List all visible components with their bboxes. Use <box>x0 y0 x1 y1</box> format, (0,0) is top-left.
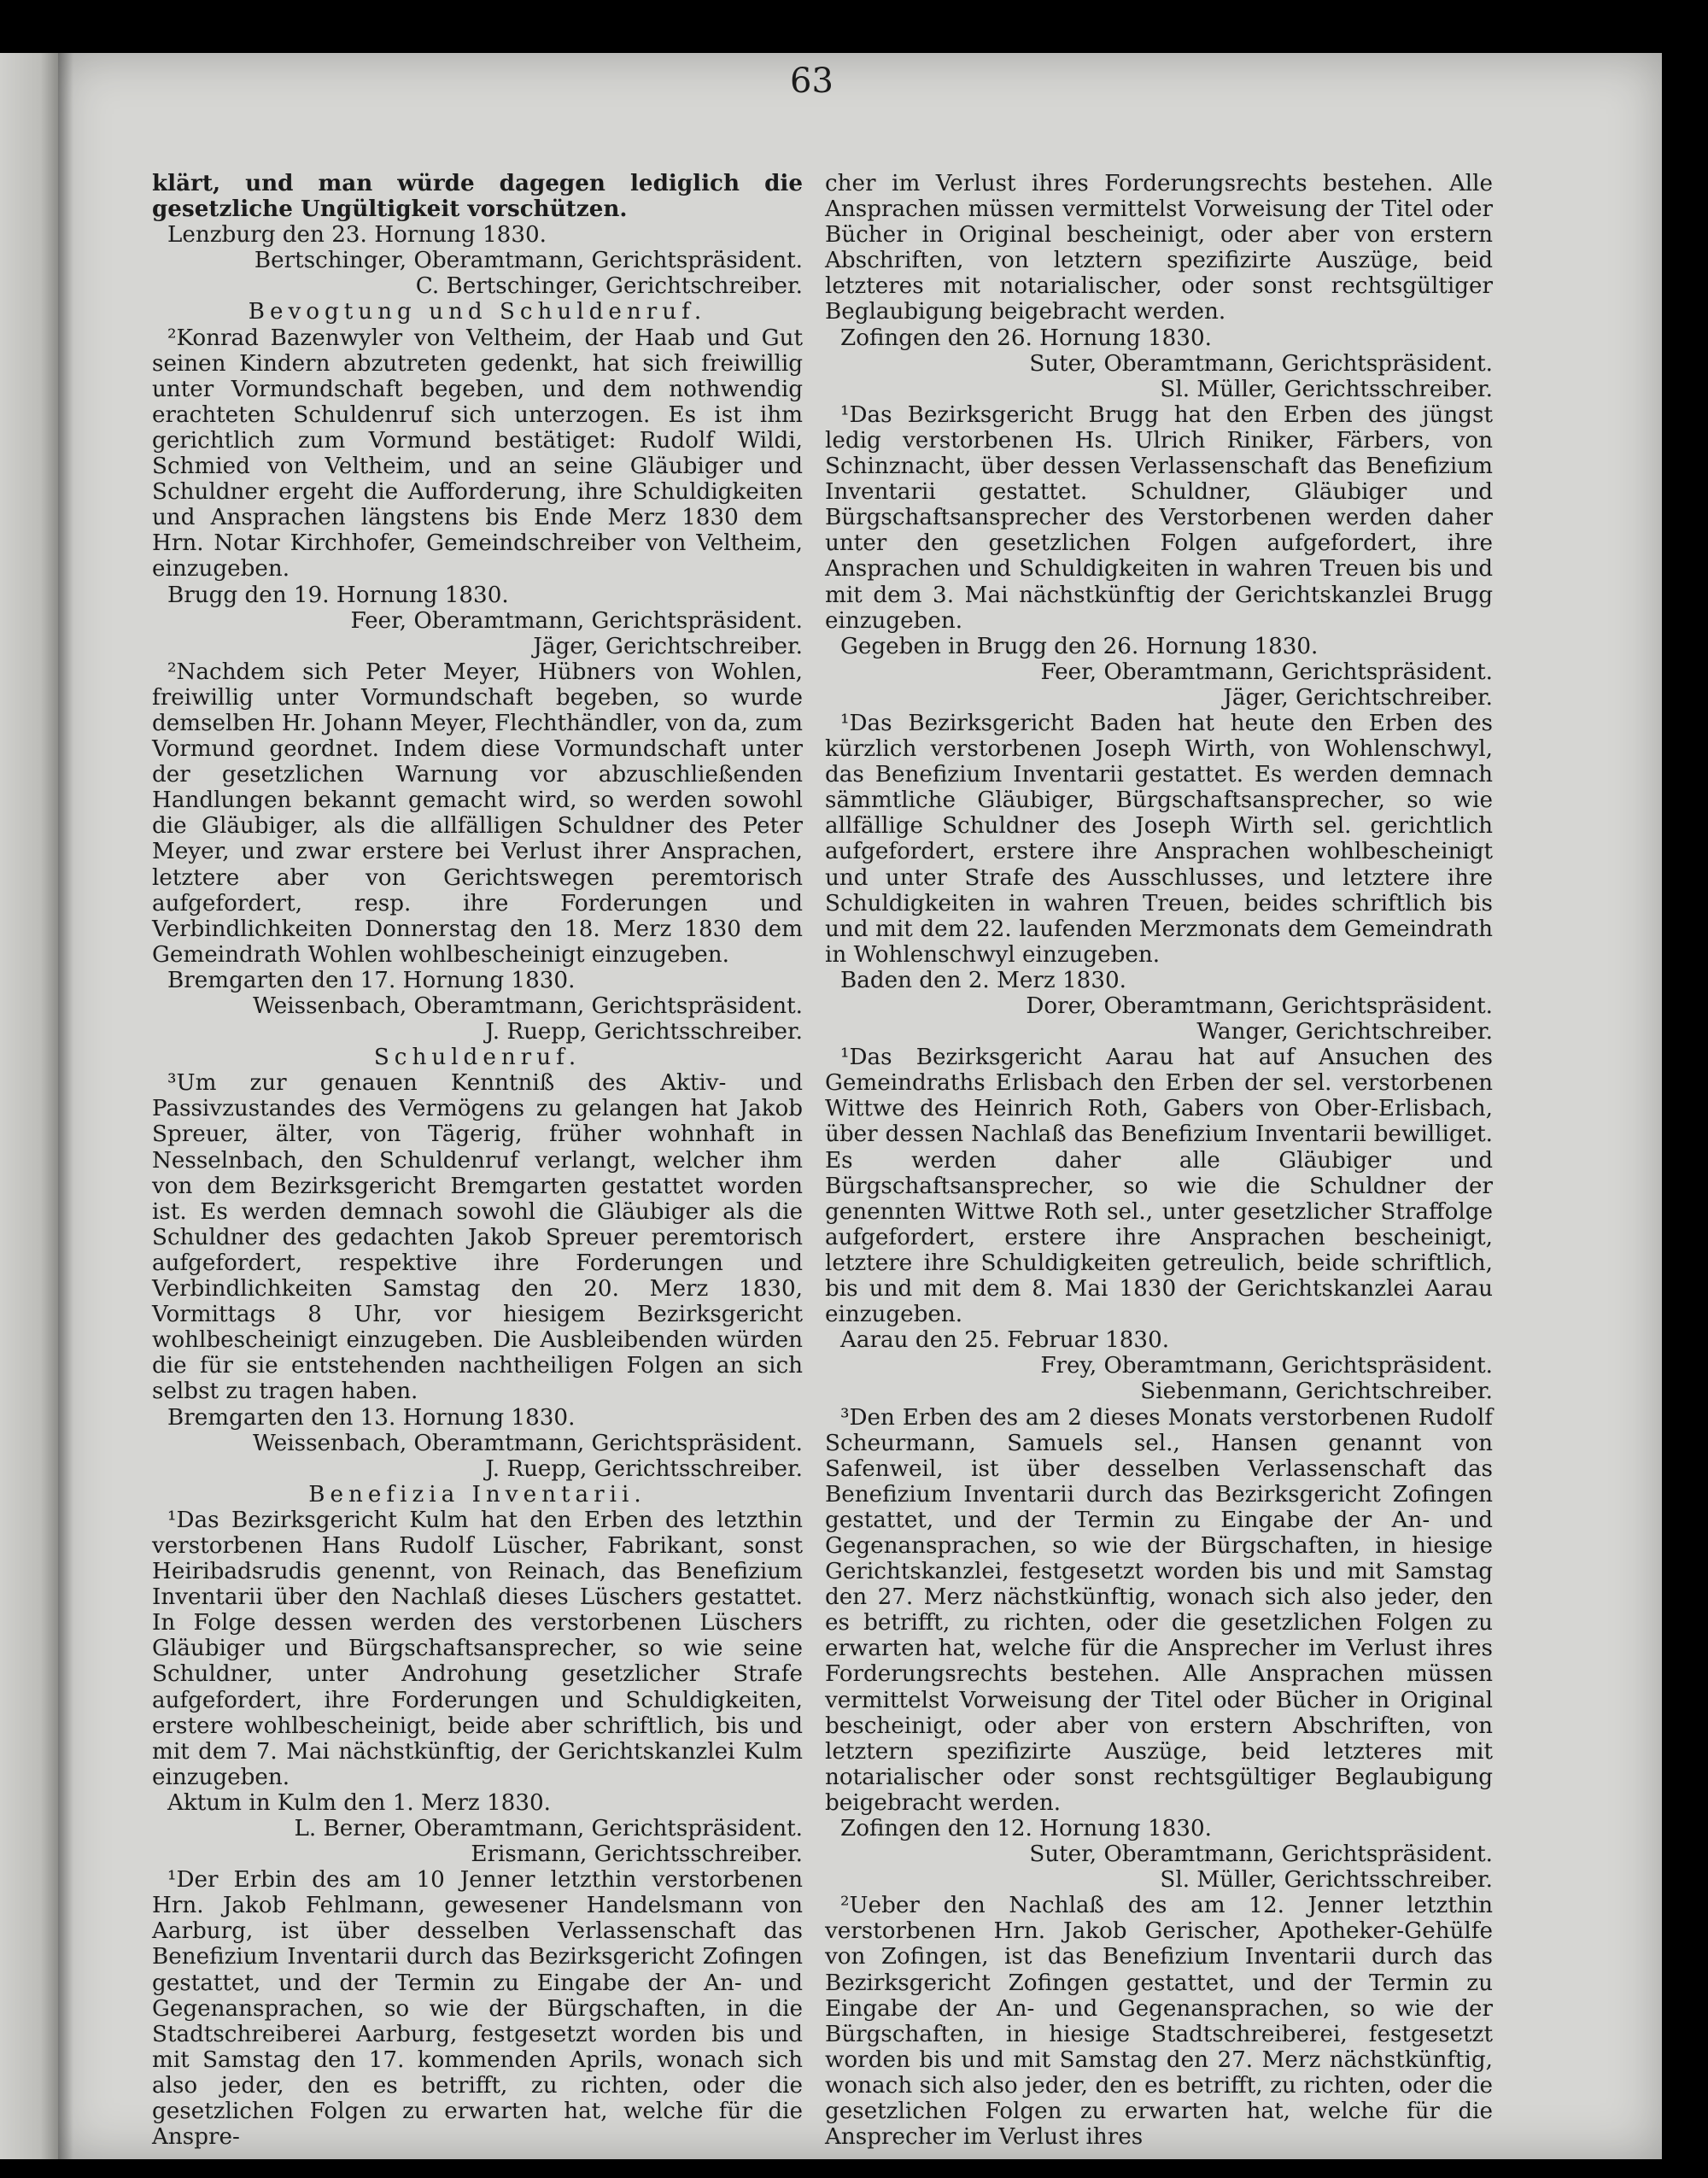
notice-date: Baden den 2. Merz 1830. <box>840 967 1126 993</box>
notice-body: ³Um zur genauen Kenntniß des Aktiv- und Passivzustandes des Vermögens zu gelangen hat Jakob Spreuer, älter, von Tägerig, früher wohnhaft in Nesselnbach, den Schuldenruf verlangt, welcher ihm von dem Bezirksgericht Bremgarten gestattet worden ist. Es werden demnach sowohl die Gläubiger als die Schuldner des gedachten Jakob Spreuer peremtorisch aufgefordert, respektive ihre Forderungen und Verbindlichkeiten Samstag den 20. Merz 1830, Vormittags 8 Uhr, vor hiesigem Bezirksgericht wohlbescheinigt einzugeben. Die Ausbleibenden würden die für sie entstehenden nachtheiligen Folgen an sich selbst zu tragen haben. <box>152 1070 803 1405</box>
notice-signature: Suter, Oberamtmann, Gerichtspräsident. <box>1029 350 1493 377</box>
notice-date: Bremgarten den 17. Hornung 1830. <box>167 967 576 993</box>
notice-date: Brugg den 19. Hornung 1830. <box>167 582 509 608</box>
notice-signature: Weissenbach, Oberamtmann, Gerichtspräsident. <box>253 993 803 1019</box>
notice-signature: J. Ruepp, Gerichtsschreiber. <box>485 1019 803 1045</box>
notice-signature: Sl. Müller, Gerichtsschreiber. <box>1160 376 1493 402</box>
gutter-shadow <box>58 53 73 2159</box>
notice-signature: Feer, Oberamtmann, Gerichtspräsident. <box>1040 659 1493 685</box>
notice-date: Lenzburg den 23. Hornung 1830. <box>167 222 547 249</box>
notice-signature: J. Ruepp, Gerichtsschreiber. <box>485 1455 803 1482</box>
notice-body: ¹Das Bezirksgericht Brugg hat den Erben des jüngst ledig verstorbenen Hs. Ulrich Riniker, Färbers, von Schinznacht, über dessen Verlassenschaft das Benefizium Inventarii gestattet. Schuldner, Gläubiger und Bürgschaftsansprecher des Verstorbenen werden daher unter den gesetzlichen Folgen aufgefordert, ihre Ansprachen und Schuldigkeiten in wahren Treuen bis und mit dem 3. Mai nächstkünftig der Gerichtskanzlei Brugg einzugeben. <box>825 401 1493 634</box>
notice-body: ¹Das Bezirksgericht Baden hat heute den Erben des kürzlich verstorbenen Joseph Wirth, von Wohlenschwyl, das Benefizium Inventarii gestattet. Es werden demnach sämmtliche Gläubiger, Bürgschaftsansprecher, so wie allfällige Schuldner des Joseph Wirth sel. gerichtlich aufgefordert, erstere ihre Ansprachen wohlbescheinigt und unter Strafe des Ausschlusses, und letztere ihre Schuldigkeiten in wahren Treuen, beides schriftlich bis und mit dem 22. laufenden Merzmonats dem Gemeindrath in Wohlenschwyl einzugeben. <box>825 710 1493 968</box>
notice-signature: Siebenmann, Gerichtschreiber. <box>1140 1379 1493 1405</box>
page-number: 63 <box>790 61 834 101</box>
notice-body: ¹Der Erbin des am 10 Jenner letzthin verstorbenen Hrn. Jakob Fehlmann, gewesener Handelsmann von Aarburg, ist über desselben Verlassenschaft das Benefizium Inventarii durch das Bezirksgericht Zofingen gestattet, und der Termin zu Eingabe der An- und Gegenansprachen, so wie der Bürgschaften, in die Stadtschreiberei Aarburg, festgesetzt worden bis und mit Samstag den 17. kommenden Aprils, wonach sich also jeder, den es betrifft, zu richten, oder die gesetzlichen Folgen zu erwarten hat, welche für die Anspre- <box>152 1867 803 2151</box>
notice-signature: Bertschinger, Oberamtmann, Gerichtspräsident. <box>254 248 803 274</box>
notice-body: cher im Verlust ihres Forderungsrechts bestehen. Alle Ansprachen müssen vermittelst Vorweisung der Titel oder Bücher in Original bescheinigt, oder aber von erstern Abschriften, von letztern spezifizirte Auszüge, beid letzteres mit notarialischer, oder sonst rechtsgültiger Beglaubigung beigebracht werden. <box>825 171 1493 325</box>
notice-date: Zofingen den 12. Hornung 1830. <box>840 1816 1212 1841</box>
notice-body: ¹Das Bezirksgericht Aarau hat auf Ansuchen des Gemeindraths Erlisbach den Erben der sel. verstorbenen Wittwe des Heinrich Roth, Gabers von Ober-Erlisbach, über dessen Nachlaß das Benefizium Inventarii bewilliget. Es werden daher alle Gläubiger und Bürgschaftsansprecher, so wie die Schuldner der genennten Wittwe Roth sel., unter gesetzlicher Straffolge aufgefordert, erstere ihre Ansprachen bescheinigt, letztere ihre Schuldigkeiten getreulich, beide schriftlich, bis und mit dem 8. Mai 1830 der Gerichtskanzlei Aarau einzugeben. <box>825 1045 1493 1328</box>
notice-continuation: klärt, und man würde dagegen lediglich die gesetzliche Ungültigkeit vorschützen. <box>152 170 803 223</box>
notice-signature: Wanger, Gerichtschreiber. <box>1196 1019 1493 1045</box>
notice-date: Bremgarten den 13. Hornung 1830. <box>167 1404 576 1431</box>
right-column <box>825 171 1493 2150</box>
notice-body: ²Konrad Bazenwyler von Veltheim, der Haab und Gut seinen Kindern abzutreten gedenkt, hat sich freiwillig unter Vormundschaft begeben, und dem nothwendig erachteten Schuldenruf sich unterzogen. Es ist ihm gerichtlich zum Vormund bestätiget: Rudolf Wildi, Schmied von Veltheim, und an seine Gläubiger und Schuldner ergeht die Aufforderung, ihre Schuldigkeiten und Ansprachen längstens bis Ende Merz 1830 dem Hrn. Notar Kirchhofer, Gemeindschreiber von Veltheim, einzugeben. <box>152 325 803 583</box>
notice-date: Aarau den 25. Februar 1830. <box>840 1327 1170 1354</box>
notice-body: ²Nachdem sich Peter Meyer, Hübners von Wohlen, freiwillig unter Vormundschaft begeben, so wurde demselben Hr. Johann Meyer, Flechthändler, von da, zum Vormund geordnet. Indem diese Vormundschaft unter der gesetzlichen Warnung vor abzuschließenden Handlungen bekannt gemacht wird, so werden sowohl die Gläubiger, als die allfälligen Schuldner des Peter Meyer, und zwar erstere bei Verlust ihrer Ansprachen, letztere aber von Gerichtswegen peremtorisch aufgefordert, resp. ihre Forderungen und Verbindlichkeiten Donnerstag den 18. Merz 1830 dem Gemeindrath Wohlen wohlbescheinigt einzugeben. <box>152 659 803 968</box>
notice-signature: Frey, Oberamtmann, Gerichtspräsident. <box>1040 1353 1493 1379</box>
notice-signature: Jäger, Gerichtschreiber. <box>533 633 803 659</box>
notice-date: Aktum in Kulm den 1. Merz 1830. <box>167 1789 551 1816</box>
notice-body: ¹Das Bezirksgericht Kulm hat den Erben des letzthin verstorbenen Hans Rudolf Lüscher, Fabrikant, sonst Heiribadsrudis genennt, von Reinach, das Benefizium Inventarii über den Nachlaß dieses Lüschers gestattet. In Folge dessen werden des verstorbenen Lüschers Gläubiger und Bürgschaftsansprecher, so wie seine Schuldner, unter Androhung gesetzlicher Strafe aufgefordert, ihre Forderungen und Schuldigkeiten, erstere wohlbescheinigt, beide aber schriftlich, bis und mit dem 7. Mai nächstkünftig, der Gerichtskanzlei Kulm einzugeben. <box>152 1507 803 1790</box>
section-heading: Benefizia Inventarii. <box>308 1481 646 1508</box>
notice-body: ³Den Erben des am 2 dieses Monats verstorbenen Rudolf Scheurmann, Samuels sel., Hansen genannt von Safenweil, ist über desselben Verlassenschaft das Benefizium Inventarii durch das Bezirksgericht Zofingen gestattet, und der Termin zu Eingabe der An- und Gegenansprachen, so wie der Bürgschaften, in hiesige Gerichtskanzlei, festgesetzt worden bis und mit Samstag den 27. Merz nächstkünftig, wonach sich also jeder, den es betrifft, zu richten, oder die gesetzlichen Folgen zu erwarten hat, welche für die Ansprecher im Verlust ihres Forderungsrechts bestehen. Alle Ansprachen müssen vermittelst Vorweisung der Titel oder Bücher in Original bescheinigt, oder aber von erstern Abschriften, von letztern spezifizirte Auszüge, beid letzteres mit notarialischer oder sonst rechtsgültiger Beglaubigung beigebracht werden. <box>825 1404 1493 1816</box>
notice-signature: C. Bertschinger, Gerichtschreiber. <box>415 273 803 300</box>
notice-signature: Feer, Oberamtmann, Gerichtspräsident. <box>350 607 803 634</box>
notice-signature: Erismann, Gerichtsschreiber. <box>471 1841 803 1868</box>
section-heading: Schuldenruf. <box>373 1045 582 1071</box>
notice-date: Gegeben in Brugg den 26. Hornung 1830. <box>840 633 1319 659</box>
notice-signature: Sl. Müller, Gerichtsschreiber. <box>1160 1867 1493 1894</box>
left-column <box>152 171 803 2150</box>
notice-body: ²Ueber den Nachlaß des am 12. Jenner letzthin verstorbenen Hrn. Jakob Gerischer, Apotheker-Gehülfe von Zofingen, ist das Benefizium Inventarii durch das Bezirksgericht Zofingen gestattet, und der Termin zu Eingabe der An- und Gegenansprachen, so wie der Bürgschaften, in hiesige Stadtschreiberei, festgesetzt worden bis und mit Samstag den 27. Merz nächstkünftig, wonach sich also jeder, den es betrifft, zu richten, oder die gesetzlichen Folgen zu erwarten hat, welche für die Ansprecher im Verlust ihres <box>825 1893 1493 2151</box>
notice-signature: Suter, Oberamtmann, Gerichtspräsident. <box>1029 1841 1493 1868</box>
notice-date: Zofingen den 26. Hornung 1830. <box>840 325 1212 351</box>
notice-signature: Weissenbach, Oberamtmann, Gerichtspräsident. <box>253 1430 803 1456</box>
book-spine <box>0 53 58 2159</box>
section-heading: Bevogtung und Schuldenruf. <box>248 299 707 325</box>
notice-signature: Dorer, Oberamtmann, Gerichtspräsident. <box>1026 993 1493 1019</box>
notice-signature: L. Berner, Oberamtmann, Gerichtspräsident. <box>294 1816 803 1841</box>
notice-signature: Jäger, Gerichtschreiber. <box>1223 684 1493 711</box>
